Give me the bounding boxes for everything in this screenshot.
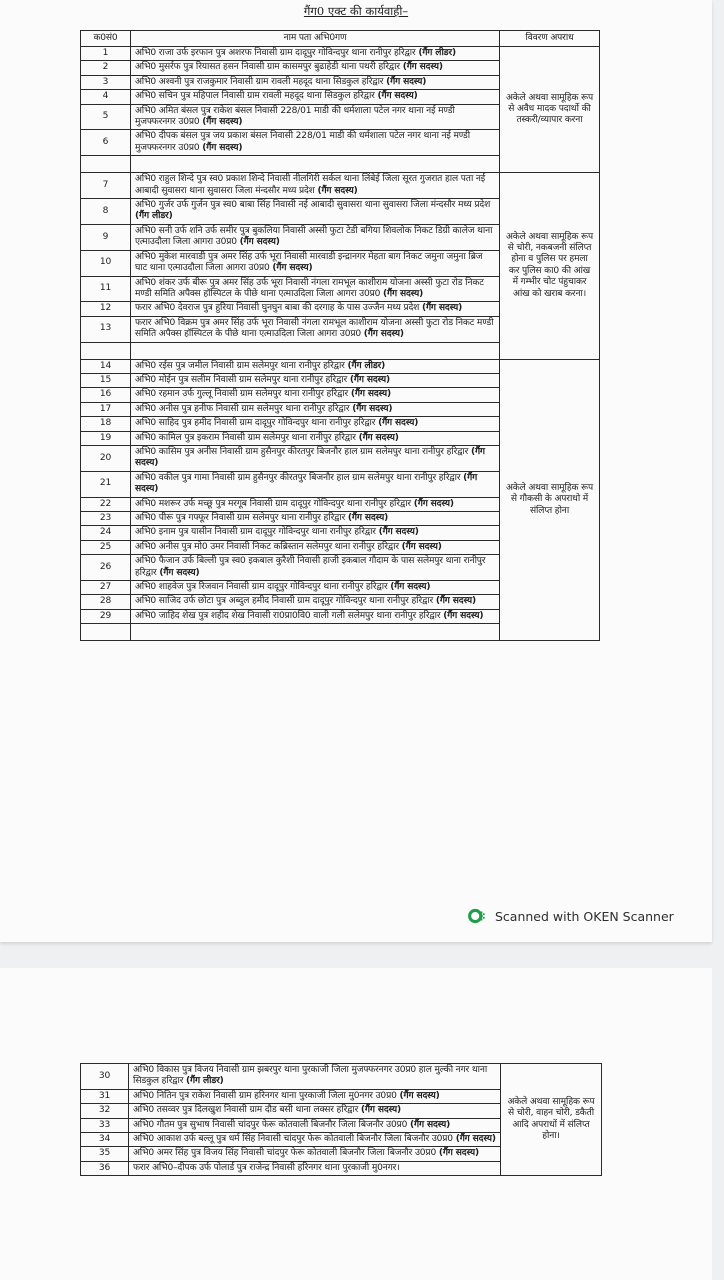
accused-details-text: अभि0 मोईन पुत्र सलीम निवासी ग्राम सलेमपुर थाना रानीपुर हरिद्वार xyxy=(135,374,348,385)
accused-name-address-cell xyxy=(131,609,500,623)
empty-cell xyxy=(131,342,500,359)
header-offence-details: विवरण अपराध xyxy=(500,31,600,47)
accused-details-text: अभि0 दीपक बंसल पुत्र जय प्रकाश बंसल निवासी 228/01 माडी की धर्मशाला पटेल नगर थाना नई मण्डी मुजफ्फरनगर उ0प्र0 xyxy=(135,131,470,153)
accused-name-address-cell xyxy=(131,497,500,511)
serial-number-cell: 36 xyxy=(81,1161,129,1175)
accused-details-text: अभि0 साहिद पुत्र हमीद निवासी ग्राम दादूपुर गोविन्दपुर थाना रानीपुर हरिद्वार xyxy=(135,418,376,429)
gang-role-tag: (गैंग सदस्य) xyxy=(390,582,431,593)
accused-details-text: अभि0 अमर सिंह पुत्र विजय सिंह निवासी चांदपुर फेरू कोतवाली बिजनौर जिला बिजनौर उ0प्र0 xyxy=(133,1148,437,1159)
accused-name-address-cell xyxy=(129,1118,501,1132)
accused-name-address-cell xyxy=(131,276,500,302)
gang-role-tag: (गैंग सदस्य) xyxy=(202,117,243,128)
serial-number-cell: 31 xyxy=(81,1089,129,1103)
accused-name-address-cell xyxy=(131,402,500,416)
serial-number-cell: 16 xyxy=(81,388,131,402)
accused-name-address-cell xyxy=(131,555,500,581)
accused-details-text: अभि0 रईस पुत्र जमील निवासी ग्राम सलेमपुर थाना रानीपुर हरिद्वार xyxy=(135,360,345,371)
accused-name-address-cell xyxy=(131,388,500,402)
serial-number-cell: 9 xyxy=(81,224,131,250)
accused-details-text: अभि0 मुसर्रफ पुत्र रियासत हसन निवासी ग्राम कासमपुर बुढाहेडी थाना पथरी हरिद्वार xyxy=(135,62,400,73)
accused-details-text: अभि0 तसव्वर पुत्र दिलखुश निवासी ग्राम दौड बसी थाना लक्सर हरिद्वार xyxy=(133,1105,359,1116)
accused-name-address-cell xyxy=(131,417,500,431)
offence-description-cell: अकेले अथवा सामूहिक रूप से चोरी, वाहन चोरी, डकैती आदि अपराधों में संलिप्त होना। xyxy=(501,1064,602,1176)
empty-cell xyxy=(81,156,131,173)
serial-number-cell: 19 xyxy=(81,431,131,445)
accused-details-text: फरार अभि0–दीपक उर्फ पोलार्ड पुत्र राजेन्द्र निवासी हरिनगर थाना पुरकाजी मु0नगर। xyxy=(133,1162,400,1173)
serial-number-cell: 4 xyxy=(81,90,131,104)
gang-role-tag: (गैंग सदस्य) xyxy=(317,185,358,196)
serial-number-cell: 28 xyxy=(81,595,131,609)
accused-name-address-cell xyxy=(131,104,500,130)
table-row xyxy=(81,47,600,61)
offence-description-cell: अकेले अथवा सामूहिक रूप से चोरी, नकबजनी संलिप्त होना व पुलिस पर हमला कर पुलिस का0 की आंख में गम्भीर चोट पंहुचाकर आंख को खराब करना। xyxy=(500,173,600,359)
gang-role-tag: (गैंग सदस्य) xyxy=(358,432,399,443)
accused-details-text: अभि0 नितिन पुत्र राकेश निवासी ग्राम हरिनगर थाना पुरकाजी जिला मु0नगर उ0प्र0 xyxy=(133,1090,397,1101)
gang-role-tag: (गैंग सदस्य) xyxy=(377,91,418,102)
accused-name-address-cell xyxy=(131,130,500,156)
gang-role-tag: (गैंग सदस्य) xyxy=(383,288,424,299)
gang-role-tag: (गैंग सदस्य) xyxy=(239,237,280,248)
serial-number-cell: 17 xyxy=(81,402,131,416)
gang-act-table xyxy=(80,30,600,641)
serial-number-cell: 12 xyxy=(81,302,131,316)
serial-number-cell: 23 xyxy=(81,512,131,526)
gang-role-tag: (गैंग सदस्य) xyxy=(352,403,393,414)
gang-role-tag: (गैंग सदस्य) xyxy=(401,541,442,552)
gang-role-tag: (गैंग सदस्य) xyxy=(272,263,313,274)
table-row xyxy=(81,173,600,199)
accused-details-text: अभि0 पीरू पुत्र गफ्फूर निवासी ग्राम सलेमपुर थाना रानीपुर हरिद्वार xyxy=(135,513,346,523)
gang-role-tag: (गैंग सदस्य) xyxy=(135,446,485,469)
accused-details-text: अभि0 अश्वनी पुत्र राजकुमार निवासी ग्राम रावली महदूद थाना सिडकुल हरिद्वार xyxy=(135,76,384,87)
gang-role-tag: (गैंग सदस्य) xyxy=(350,389,392,400)
accused-details-text: अभि0 फैजान उर्फ बिल्ली पुत्र स्व0 इकबाल कुरैशी निवासी हाजी इकबाल गौदाम के पास सलेमपुर थाना रानीपुर हरिद्वार xyxy=(135,556,486,578)
serial-number-cell: 27 xyxy=(81,581,131,595)
serial-number-cell: 25 xyxy=(81,540,131,554)
empty-cell xyxy=(81,342,131,359)
empty-cell xyxy=(81,624,131,641)
accused-details-text: अभि0 साजिद उर्फ छोटा पुत्र अब्दुल हमीद निवासी ग्राम दादूपुर गोविन्दपुर थाना रानीपुर हरिद्वार xyxy=(135,596,434,607)
accused-name-address-cell xyxy=(131,540,500,554)
accused-details-text: अभि0 राहुल शिन्दे पुत्र स्व0 प्रकाश शिन्दे निवासी नीलगिरी सर्कल थाना लिंबेई जिला सूरत गुजरात हाल पता नई आबादी सुवासरा थाना सुवासरा जिला मंन्दसौर मध्य प्रदेश xyxy=(135,174,486,196)
accused-name-address-cell xyxy=(131,224,500,250)
accused-details-text: अभि0 आकाश उर्फ बल्लू पुत्र धर्म सिंह निवासी चांदपुर फेरू कोतवाली बिजनौर जिला बिजनौर उ0प्र0 xyxy=(133,1134,453,1145)
accused-details-text: अभि0 जाहिद शेख पुत्र शहीद शेख निवासी रा0प्रा0वि0 वाली गली सलेमपुर थाना रानीपुर हरिद्वार xyxy=(135,610,441,621)
gang-role-tag: (गैंग सदस्य) xyxy=(202,142,243,153)
serial-number-cell: 30 xyxy=(81,1064,129,1090)
serial-number-cell: 26 xyxy=(81,555,131,581)
serial-number-cell: 1 xyxy=(81,47,131,61)
accused-details-text: अभि0 गुर्जर उर्फ गुर्जन पुत्र स्व0 बाबा सिंह निवासी नई आबादी सुवासरा थाना सुवासरा जिला मंन्दसौर मध्य प्रदेश xyxy=(135,200,491,211)
serial-number-cell: 29 xyxy=(81,609,131,623)
accused-details-text: अभि0 वकील पुत्र गामा निवासी ग्राम हुसैनपुर कीरतपुर बिजनौर हाल ग्राम सलेमपुर थाना रानीपुर हरिद्वार xyxy=(135,472,461,483)
serial-number-cell: 5 xyxy=(81,104,131,130)
gang-role-tag: (गैंग सदस्य) xyxy=(443,610,484,621)
accused-details-text: अभि0 इनाम पुत्र यासीन निवासी ग्राम दादूपुर गोविन्दपुर थाना रानीपुर हरिद्वार xyxy=(135,527,376,538)
gang-role-tag: (गैंग सदस्य) xyxy=(410,1119,451,1130)
accused-details-text: अभि0 अमित बंसल पुत्र राकेश बंसल निवासी 228/01 माडी की धर्मशाला पटेल नगर थाना नई मण्डी मुजफ्फरनगर उ0प्र0 xyxy=(135,105,455,128)
serial-number-cell: 13 xyxy=(81,316,131,342)
gang-role-tag: (गैंग सदस्य) xyxy=(438,1148,479,1159)
serial-number-cell: 21 xyxy=(81,471,131,497)
accused-details-text: अभि0 गौतम पुत्र सुभाष निवासी चांदपुर फेरू कोतवाली बिजनौर जिला बिजनौर उ0प्र0 xyxy=(133,1119,408,1130)
serial-number-cell: 35 xyxy=(81,1147,129,1161)
accused-name-address-cell xyxy=(131,75,500,89)
accused-details-text: अभि0 राजा उर्फ इरफान पुत्र अशरफ निवासी ग्राम दादूपुर गोविन्दपुर थाना रानीपुर हरिद्वार xyxy=(135,48,416,58)
accused-name-address-cell xyxy=(131,90,500,104)
gang-role-tag: (गैंग सदस्य) xyxy=(386,76,427,87)
accused-details-text: फरार अभि0 विक्रम पुत्र अमर सिंह उर्फ भूरा निवासी नंगला रामभूल काशीराम योजना अस्सी फुटा रोड निकट मण्डी समिति अपैक्स हॉस्पिटल के पीछे थाना एत्माउदिला जिला आगरा उ0प्र0 xyxy=(135,317,494,340)
serial-number-cell: 15 xyxy=(81,373,131,387)
accused-name-address-cell xyxy=(129,1133,501,1147)
header-serial-number: क0सं0 xyxy=(81,31,131,47)
accused-name-address-cell xyxy=(129,1161,501,1175)
serial-number-cell: 33 xyxy=(81,1118,129,1132)
serial-number-cell: 34 xyxy=(81,1133,129,1147)
table-row xyxy=(81,1064,602,1090)
accused-name-address-cell xyxy=(131,526,500,540)
offence-description-cell: अकेले अथवा सामूहिक रूप से गौकसी के अपराधो में संलिप्त होना xyxy=(500,359,600,641)
gang-role-tag: (गैंग सदस्य) xyxy=(363,329,404,340)
accused-name-address-cell xyxy=(131,316,500,342)
accused-details-text: फरार अभि0 देवराज पुत्र हुरिया निवासी घुनघुन बाबा की दरगाह के पास उज्जैन मध्य प्रदेश xyxy=(135,303,420,314)
offence-description-cell: अकेले अथवा सामूहिक रूप से अवैध मादक पदार्थो की तस्करी/व्यापार करना xyxy=(500,47,600,173)
gang-role-tag: (गैंग सदस्य) xyxy=(349,374,391,385)
serial-number-cell: 32 xyxy=(81,1104,129,1118)
accused-details-text: अभि0 सचिन पुत्र महिपाल निवासी ग्राम रावली महदूद थाना सिडकुल हरिद्वार xyxy=(135,91,375,102)
table-header-row xyxy=(81,31,600,47)
gang-role-tag: (गैंग सदस्य) xyxy=(455,1134,496,1145)
document-title: गैंग0 एक्ट की कार्यवाही– xyxy=(303,4,409,18)
accused-name-address-cell xyxy=(131,445,500,471)
accused-details-text: अभि0 कामिल पुत्र इकराम निवासी ग्राम सलेमपुर थाना रानीपुर हरिद्वार xyxy=(135,432,356,443)
accused-name-address-cell xyxy=(131,250,500,276)
accused-details-text: अभि0 मशरूर उर्फ मच्छू पुत्र मरगूब निवासी ग्राम दादूपुर गोविन्दपुर थाना रानीपुर हरिद्वार xyxy=(135,498,411,509)
gang-role-tag: (गैंग लीडर) xyxy=(135,211,173,222)
accused-name-address-cell xyxy=(131,471,500,497)
gang-role-tag: (गैंग लीडर) xyxy=(347,360,386,371)
gang-role-tag: (गैंग सदस्य) xyxy=(378,418,419,429)
accused-details-text: अभि0 विकास पुत्र विजय निवासी ग्राम झबरपुर थाना पुरकाजी जिला मुजफ्फरनगर उ0प्र0 हाल मुल्की नगर थाना सिडकुल हरिद्वार xyxy=(133,1065,488,1087)
scanner-watermark-text: Scanned with OKEN Scanner xyxy=(495,908,674,924)
accused-name-address-cell xyxy=(131,302,500,316)
accused-details-text: अभि0 अनीस पुत्र हनीफ निवासी ग्राम सलेमपुर थाना रानीपुर हरिद्वार xyxy=(135,403,350,414)
accused-name-address-cell xyxy=(131,199,500,225)
serial-number-cell: 24 xyxy=(81,526,131,540)
gang-role-tag: (गैंग सदस्य) xyxy=(399,1090,440,1101)
accused-name-address-cell xyxy=(131,173,500,199)
serial-number-cell: 10 xyxy=(81,250,131,276)
accused-details-text: अभि0 रहमान उर्फ गुल्लू निवासी ग्राम सलेमपुर थाना रानीपुर हरिद्वार xyxy=(135,389,349,400)
accused-name-address-cell xyxy=(131,512,500,526)
serial-number-cell: 18 xyxy=(81,417,131,431)
gang-role-tag: (गैंग सदस्य) xyxy=(402,62,443,73)
header-name-address: नाम पता अभि0गण xyxy=(131,31,500,47)
accused-name-address-cell xyxy=(131,581,500,595)
accused-name-address-cell xyxy=(129,1147,501,1161)
gang-role-tag: (गैंग सदस्य) xyxy=(347,513,389,523)
accused-details-text: अभि0 मुकेश मारवाडी पुत्र अमर सिंह उर्फ भूरा निवासी मारवाडी इन्द्रानगर मेहता बाग निकट जमुना जमुना ब्रिज घाट थाना एत्माउदौला जिला आगरा उ0प्र0 xyxy=(135,251,483,274)
serial-number-cell: 7 xyxy=(81,173,131,199)
gang-role-tag: (गैंग लीडर) xyxy=(186,1076,224,1087)
gang-role-tag: (गैंग सदस्य) xyxy=(159,567,200,578)
accused-name-address-cell xyxy=(131,47,500,61)
gang-role-tag: (गैंग सदस्य) xyxy=(421,303,463,314)
gang-role-tag: (गैंग सदस्य) xyxy=(135,472,478,495)
gang-role-tag: (गैंग लीडर) xyxy=(418,48,456,58)
serial-number-cell: 22 xyxy=(81,497,131,511)
accused-name-address-cell xyxy=(131,595,500,609)
serial-number-cell: 2 xyxy=(81,61,131,75)
gang-role-tag: (गैंग सदस्य) xyxy=(360,1105,402,1116)
gang-role-tag: (गैंग सदस्य) xyxy=(378,527,419,538)
serial-number-cell: 14 xyxy=(81,359,131,373)
accused-name-address-cell xyxy=(131,431,500,445)
accused-name-address-cell xyxy=(129,1089,501,1103)
accused-details-text: अभि0 सनी उर्फ शनि उर्फ समीर पुत्र बुकलिया निवासी अस्सी फुटा टेडी बगिया शिवलोक निकट डिग्री कालेज थाना एत्माउदौला जिला आगरा उ0प्र0 xyxy=(135,225,493,248)
accused-details-text: अभि0 अनीस पुत्र मो0 उमर निवासी निकट कब्रिस्तान सलेमपुर थाना रानीपुर हरिद्वार xyxy=(135,541,399,552)
accused-name-address-cell xyxy=(131,61,500,75)
empty-cell xyxy=(131,624,500,641)
oken-scanner-logo-icon xyxy=(468,907,486,925)
accused-name-address-cell xyxy=(131,373,500,387)
serial-number-cell: 6 xyxy=(81,130,131,156)
scanner-watermark xyxy=(468,907,674,925)
accused-name-address-cell xyxy=(129,1104,501,1118)
serial-number-cell: 3 xyxy=(81,75,131,89)
accused-name-address-cell xyxy=(131,359,500,373)
serial-number-cell: 20 xyxy=(81,445,131,471)
gang-act-table-continued xyxy=(80,1063,602,1176)
empty-cell xyxy=(131,156,500,173)
serial-number-cell: 8 xyxy=(81,199,131,225)
gang-role-tag: (गैंग सदस्य) xyxy=(435,596,476,607)
accused-details-text: अभि0 कासिम पुत्र अनीस निवासी ग्राम हुसैनपुर कीरतपुर बिजनौर हाल ग्राम सलेमपुर थाना रानीपुर हरिद्वार xyxy=(135,446,469,457)
accused-name-address-cell xyxy=(129,1064,501,1090)
accused-details-text: अभि0 शाहवेज पुत्र रिजवान निवासी ग्राम दादूपुर गोविन्दपुर थाना रानीपुर हरिद्वार xyxy=(135,582,388,593)
accused-details-text: अभि0 शंकर उर्फ बीरू पुत्र अमर सिंह उर्फ भूरा निवासी नंगला रामभूल काशीराम योजना अस्सी फुटा रोड निकट मण्डी समिति अपैक्स हॉस्पिटल के पीछे थाना एत्माउदिला जिला आगरा उ0प्र0 xyxy=(135,277,484,299)
serial-number-cell: 11 xyxy=(81,276,131,302)
gang-role-tag: (गैंग सदस्य) xyxy=(413,498,454,509)
table-row xyxy=(81,359,600,373)
